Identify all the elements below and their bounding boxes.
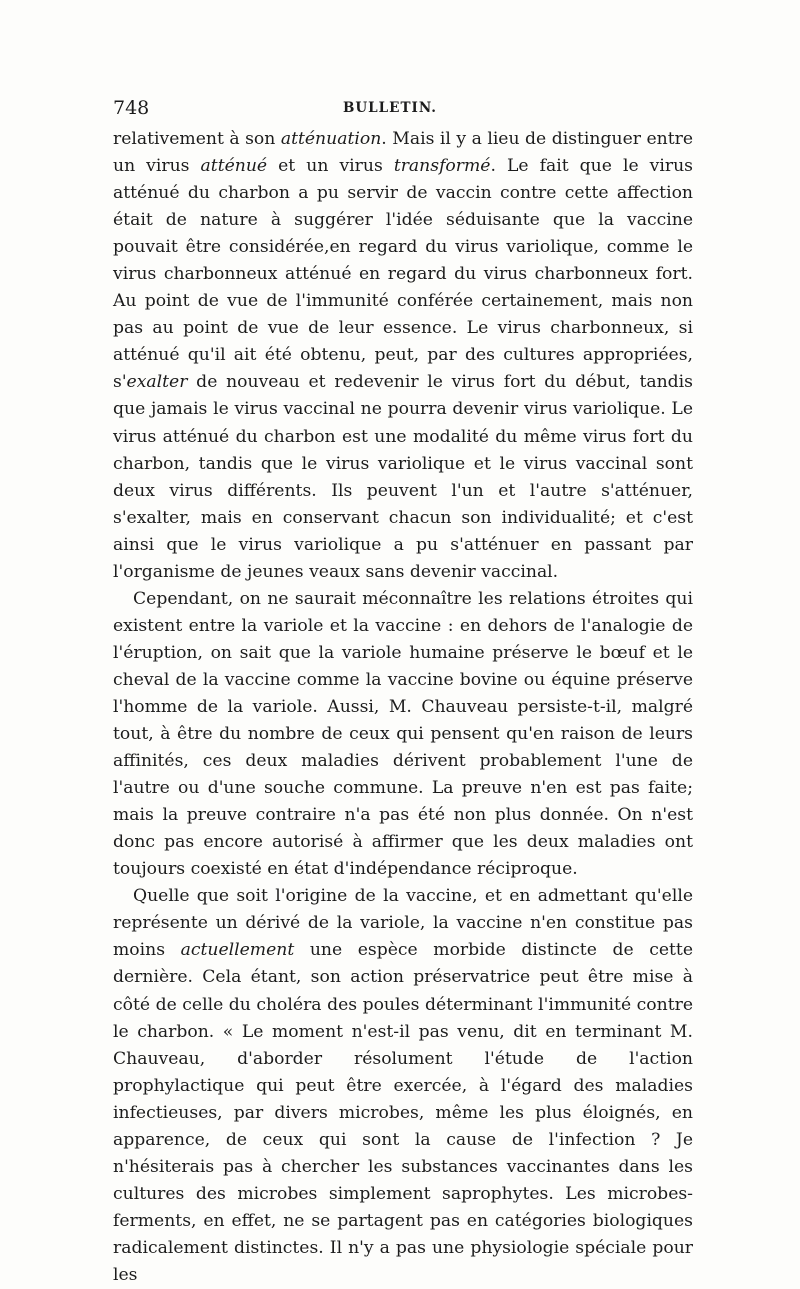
paragraph	[113, 586, 693, 884]
text-run: relativement à son	[113, 129, 281, 149]
text-run: et un virus	[267, 156, 394, 177]
italic-text: atténué	[200, 156, 268, 177]
text-run: Cependant, on ne saurait méconnaître les relations étroites qui existent entre la variole et la vaccine : en dehors de l'analogie de l'éruption, on sait que la variole humaine préserve le bœuf et le cheval de la vaccine comme la vaccine bovine ou équine préserve l'homme de la variole. Aussi, M. Chauveau persiste-t-il, malgré tout, à être du nombre de ceux qui pensent qu'en raison de leurs affinités, ces deux maladies dérivent probablement l'une de l'autre ou d'une souche commune. La preuve n'en est pas faite; mais la preuve contraire n'a pas été non plus donnée. On n'est donc pas encore autorisé à affirmer que les deux maladies ont toujours coexisté en état d'indépendance réciproque.	[113, 588, 693, 880]
page-header	[113, 97, 693, 123]
italic-text: exalter	[126, 372, 188, 393]
body-text	[113, 126, 693, 1289]
italic-text: transformé	[393, 156, 491, 177]
page-number: 748	[113, 97, 150, 119]
text-run: . Mais il y a lieu de distinguer entre un virus	[113, 129, 693, 177]
text-run: une espèce morbide distincte de cette dernière. Cela étant, son action préservatrice peut être mise à côté de celle du choléra des poules déterminant l'immunité contre le charbon. « Le moment n'est-il pas venu, dit en terminant M. Chauveau, d'aborder résolument l'étude de l'action prophylactique qui peut être exercée, à l'égard des maladies infectieuses, par divers microbes, même les plus éloignés, en apparence, de ceux qui sont la cause de l'infection ? Je n'hésiterais pas à chercher les substances vaccinantes dans les cultures des microbes simplement saprophytes. Les microbes-ferments, en effet, ne se partagent pas en catégories biologiques radicalement distinctes. Il n'y a pas une physiologie spéciale pour les	[113, 940, 694, 1285]
running-title: BULLETIN.	[343, 100, 437, 116]
text-run: . Le fait que le virus atténué du charbon a pu servir de vaccin contre cette affection était de nature à suggérer l'idée séduisante que la vaccine pouvait être considérée,en regard du virus variolique, comme le virus charbonneux atténué en regard du virus charbonneux fort. Au point de vue de l'immunité conférée certainement, mais non pas au point de vue de leur essence. Le virus charbonneux, si atténué qu'il ait été obtenu, peut, par des cultures appropriées, s'	[113, 156, 693, 393]
text-run: de nouveau et redevenir le virus fort du début, tandis que jamais le virus vaccinal ne pourra devenir virus variolique. Le virus atténué du charbon est une modalité du même virus fort du charbon, tandis que le virus variolique et le virus vaccinal sont deux virus différents. Ils peuvent l'un et l'autre s'atténuer, s'exalter, mais en conservant chacun son individualité; et c'est ainsi que le virus variolique a pu s'atténuer en passant par l'organisme de jeunes veaux sans devenir vaccinal.	[113, 372, 693, 582]
text-run: Quelle que soit l'origine de la vaccine, et en admettant qu'elle représente un dérivé de la variole, la vaccine n'en constitue pas moins	[113, 886, 693, 961]
italic-text: actuellement	[180, 940, 295, 961]
paragraph	[113, 126, 693, 586]
italic-text: atténuation	[280, 129, 382, 149]
paragraph	[113, 883, 693, 1289]
